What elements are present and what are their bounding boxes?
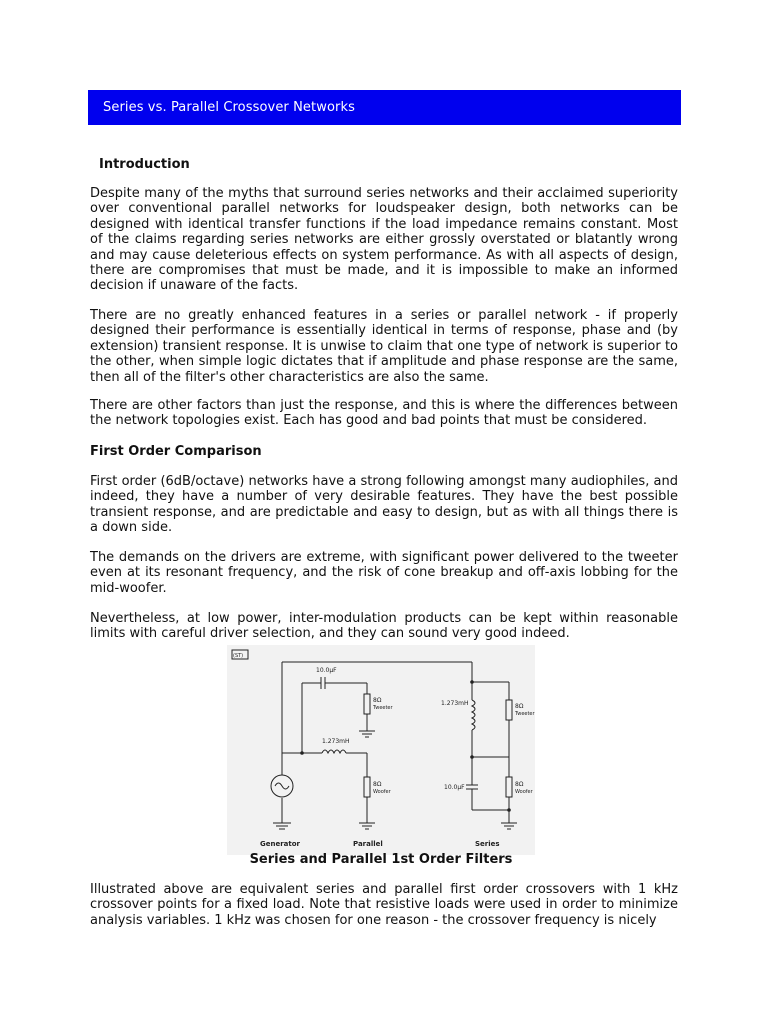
paragraph-first-order-1: First order (6dB/octave) networks have a strong following amongst many audiophiles, and indeed, they have a number of very desirable features. They have the best possible transient response, and are predictable and easy to design, but as with all things there is a down side.: [90, 474, 678, 536]
series-capacitor-label: 10.0µF: [444, 784, 465, 791]
title-banner: [88, 90, 681, 125]
series-inductor-label: 1.273mH: [441, 700, 469, 707]
generator-label: Generator: [260, 840, 301, 848]
heading-introduction: Introduction: [99, 157, 190, 172]
crossover-schematic: [227, 645, 535, 855]
series-woofer-ohms: 8Ω: [515, 781, 524, 788]
series-tweeter-ohms: 8Ω: [515, 703, 524, 710]
series-label: Series: [475, 840, 500, 848]
figure-caption: Series and Parallel 1st Order Filters: [249, 852, 513, 867]
paragraph-first-order-2: The demands on the drivers are extreme, with significant power delivered to the tweeter even at its resonant frequency, and the risk of cone breakup and off-axis lobbing for the mid-woofer.: [90, 550, 678, 596]
paragraph-illustrated: Illustrated above are equivalent series and parallel first order crossovers with 1 kHz crossover points for a fixed load. Note that resistive loads were used in order to minimize analysis variables. 1 kHz was chosen for one reason - the crossover frequency is nicely: [90, 882, 678, 928]
parallel-capacitor-label: 10.0µF: [316, 667, 337, 674]
schematic-figure: [227, 645, 535, 855]
paragraph-intro-3: There are other factors than just the response, and this is where the differences between the network topologies exist. Each has good and bad points that must be considered.: [90, 398, 678, 429]
series-woofer-resistor: [506, 777, 512, 797]
figure-tag: (ST): [233, 653, 244, 659]
parallel-label: Parallel: [353, 840, 383, 848]
parallel-inductor: [322, 750, 346, 753]
parallel-woofer-label: Woofer: [373, 789, 391, 795]
page-title: Series vs. Parallel Crossover Networks: [103, 100, 355, 115]
heading-first-order: First Order Comparison: [90, 444, 262, 459]
paragraph-intro-2: There are no greatly enhanced features in a series or parallel network - if properly designed their performance is essentially identical in terms of response, phase and (by extension) transient response. It is unwise to claim that one type of network is superior to the other, when simple logic dictates that if amplitude and phase response are the same, then all of the filter's other characteristics are also the same.: [90, 308, 678, 385]
parallel-tweeter-ohms: 8Ω: [373, 697, 382, 704]
parallel-tweeter-label: Tweeter: [373, 705, 393, 711]
parallel-tweeter-resistor: [364, 694, 370, 714]
parallel-inductor-label: 1.273mH: [322, 738, 350, 745]
series-woofer-label: Woofer: [515, 789, 533, 795]
paragraph-first-order-3: Nevertheless, at low power, inter-modulation products can be kept within reasonable limits with careful driver selection, and they can sound very good indeed.: [90, 611, 678, 642]
series-inductor: [472, 700, 475, 730]
parallel-woofer-ohms: 8Ω: [373, 781, 382, 788]
paragraph-intro-1: Despite many of the myths that surround series networks and their acclaimed superiority over conventional parallel networks for loudspeaker design, both networks can be designed with identical transfer functions if the load impedance remains constant. Most of the claims regarding series networks are either grossly overstated or blatantly wrong and may cause deleterious effects on system performance. As with all aspects of design, there are compromises that must be made, and it is impossible to make an informed decision if unaware of the facts.: [90, 186, 678, 294]
series-tweeter-resistor: [506, 700, 512, 720]
parallel-woofer-resistor: [364, 777, 370, 797]
series-tweeter-label: Tweeter: [515, 711, 535, 717]
